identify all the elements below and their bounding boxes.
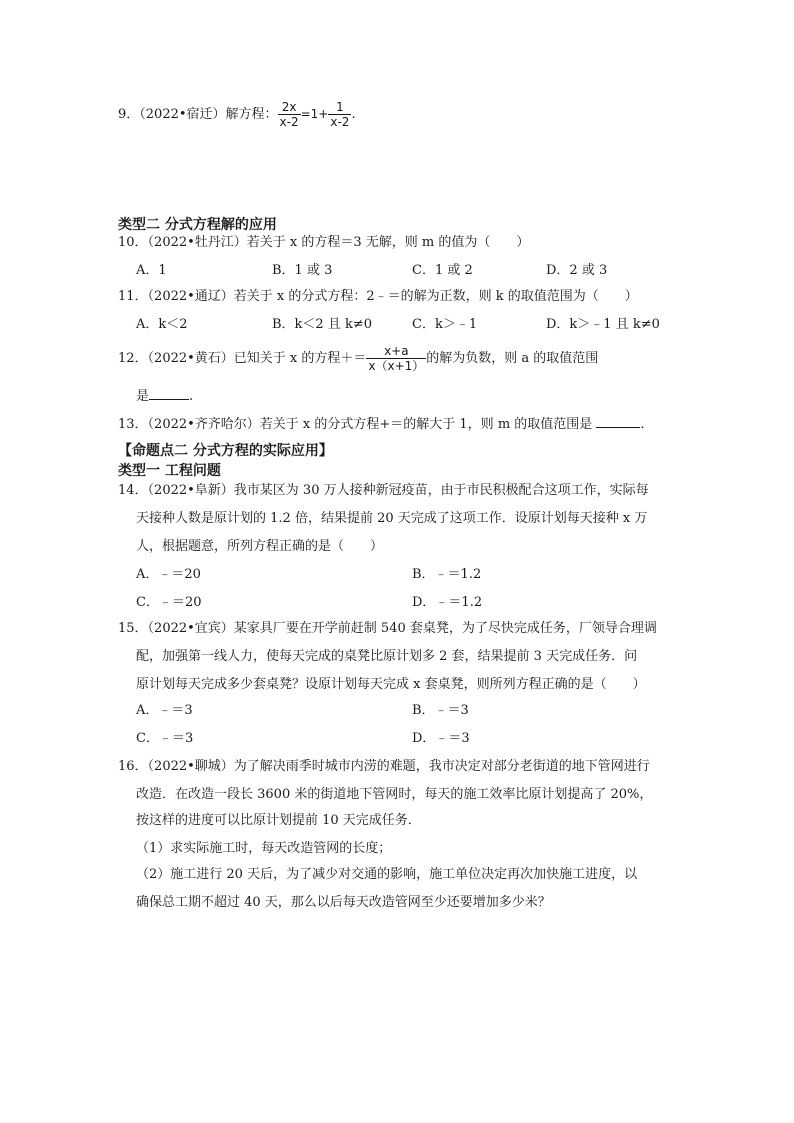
q9-mid: =1+	[300, 107, 329, 121]
question-15-line-3: 原计划每天完成多少套桌凳？设原计划每天完成 x 套桌凳，则所列方程正确的是（ ）	[136, 677, 646, 692]
q10-option-a: A．1	[136, 263, 167, 278]
question-16-line-2: 改造．在改造一段长 3600 米的街道地下管网时，每天的施工效率比原计划提高了 20%，	[136, 787, 653, 802]
section-heading-type1: 类型一 工程问题	[118, 463, 221, 479]
q15-option-d: D．﹣＝3	[412, 731, 470, 746]
question-16-sub-2-line-2: 确保总工期不超过 40 天，那么以后每天改造管网至少还要增加多少米？	[136, 895, 551, 910]
q12-line2-prefix: 是	[136, 389, 150, 404]
question-14-line-3: 人，根据题意，所列方程正确的是（ ）	[136, 539, 384, 554]
q12-frac-denominator: x（x+1）	[368, 359, 425, 373]
q13-answer-blank	[596, 414, 640, 428]
question-16-line-1: 16．（2022•聊城）为了解决雨季时城市内涝的难题，我市决定对部分老街道的地下管网进行	[118, 759, 650, 774]
q15-option-c: C．﹣＝3	[136, 731, 194, 746]
question-12-line-2	[136, 386, 193, 406]
q15-option-a: A．﹣＝3	[136, 703, 193, 718]
question-12-line-1	[118, 344, 598, 373]
q9-frac2-denominator: x-2	[330, 115, 350, 129]
question-9	[118, 100, 356, 129]
question-16-sub-1: （1）求实际施工时，每天改造管网的长度；	[136, 841, 392, 856]
q11-option-a: A．k＜2	[136, 317, 188, 332]
question-14-line-1: 14．（2022•阜新）我市某区为 30 万人接种新冠疫苗，由于市民积极配合这项工作，实际每	[118, 483, 649, 498]
question-11-stem: 11．（2022•通辽）若关于 x 的分式方程：2﹣＝的解为正数，则 k 的取值范围为（ ）	[118, 289, 638, 304]
section-heading-point2: 【命题点二 分式方程的实际应用】	[118, 443, 333, 459]
q13-suffix: ．	[640, 417, 654, 432]
q12-answer-blank	[149, 386, 189, 400]
question-16-line-3: 按这样的进度可以比原计划提前 10 天完成任务．	[136, 813, 421, 828]
q14-option-d: D．﹣＝1.2	[412, 595, 483, 610]
q13-prefix: 13．（2022•齐齐哈尔）若关于 x 的分式方程+＝的解大于 1，则 m 的取值范围是	[118, 417, 597, 432]
q14-option-b: B．﹣＝1.2	[412, 567, 482, 582]
q9-frac1-denominator: x-2	[279, 115, 299, 129]
q9-frac2-numerator: 1	[328, 100, 351, 115]
q11-option-b: B．k＜2 且 k≠0	[272, 317, 373, 332]
q11-option-d: D．k＞﹣1 且 k≠0	[546, 317, 660, 332]
q12-frac-numerator: x+a	[366, 344, 426, 359]
question-15-line-2: 配，加强第一线人力，使每天完成的桌凳比原计划多 2 套，结果提前 3 天完成任务．问	[136, 649, 638, 664]
q12-fraction	[366, 344, 426, 373]
q10-option-c: C．1 或 2	[412, 263, 473, 278]
q12-prefix: 12．（2022•黄石）已知关于 x 的方程＋＝	[118, 351, 367, 366]
q15-option-b: B．﹣＝3	[412, 703, 469, 718]
q9-fraction-2	[328, 100, 351, 129]
question-15-line-1: 15．（2022•宜宾）某家具厂要在开学前赶制 540 套桌凳，为了尽快完成任务，厂领导合理调	[118, 621, 657, 636]
q10-option-d: D．2 或 3	[546, 263, 608, 278]
question-13	[118, 414, 653, 434]
section-heading-type2: 类型二 分式方程解的应用	[118, 217, 277, 233]
q12-line2-suffix: .	[189, 389, 194, 404]
q9-suffix: .	[351, 107, 356, 122]
question-16-sub-2: （2）施工进行 20 天后，为了减少对交通的影响，施工单位决定再次加快施工进度，以	[136, 867, 638, 882]
q12-suffix: 的解为负数，则 a 的取值范围	[426, 351, 599, 366]
question-10-stem: 10．（2022•牡丹江）若关于 x 的方程＝3 无解，则 m 的值为（ ）	[118, 235, 530, 250]
q9-prefix: 9．（2022•宿迁）解方程：	[118, 107, 278, 122]
q11-option-c: C．k＞﹣1	[412, 317, 478, 332]
q14-option-c: C．﹣＝20	[136, 595, 202, 610]
q9-frac1-numerator: 2x	[278, 100, 301, 115]
q10-option-b: B．1 或 3	[272, 263, 333, 278]
q14-option-a: A．﹣＝20	[136, 567, 201, 582]
question-14-line-2: 天接种人数是原计划的 1.2 倍，结果提前 20 天完成了这项工作．设原计划每天接种 x 万	[136, 511, 648, 526]
q9-fraction-1	[278, 100, 301, 129]
